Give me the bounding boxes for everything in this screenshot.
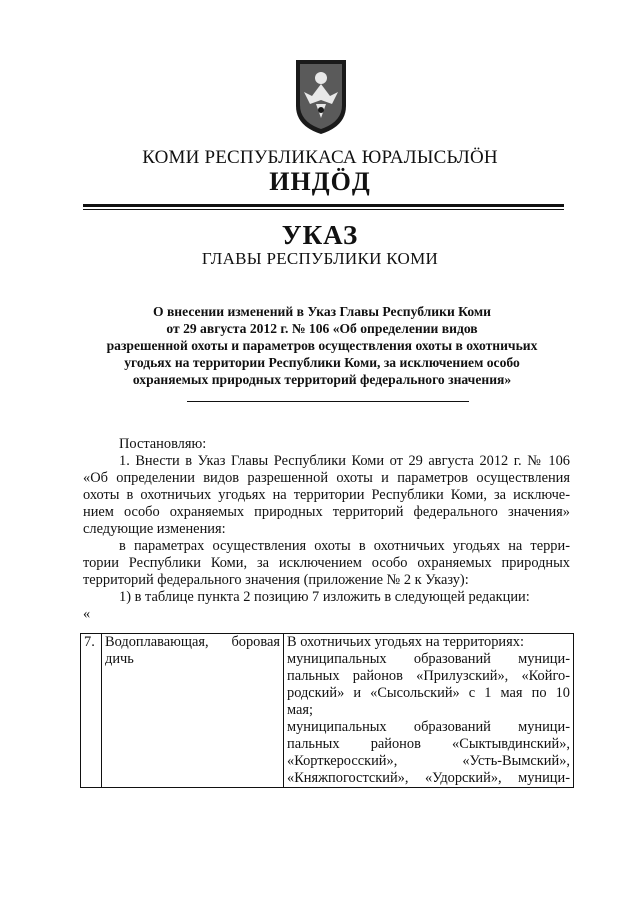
row-number: 7. — [84, 634, 95, 650]
terms-line: муниципальных образований муници- — [287, 651, 570, 667]
paragraph-1-line: нием особо охраняемых природных территорий федерального значения» — [83, 504, 570, 520]
decree-word: Постановляю: — [119, 436, 207, 452]
terms-line: В охотничьих угодьях на территориях: — [287, 634, 524, 650]
document-type-komi: ИНДÖД — [269, 167, 371, 196]
game-type-word: боровая — [231, 634, 280, 650]
title-line: охраняемых природных территорий федерального значения» — [132, 372, 512, 387]
terms-line: муниципальных образований муници- — [287, 719, 570, 735]
paragraph-2-line: территорий федерального значения (приложение № 2 к Указу): — [83, 572, 469, 588]
table-row — [81, 634, 574, 788]
title-line: разрешенной охоты и параметров осуществления охоты в охотничьих — [106, 338, 538, 353]
game-type-line — [105, 634, 280, 651]
terms-line: «Княжпогостский», «Удорский», муници- — [287, 770, 570, 786]
paragraph-1-line: «Об определении видов разрешенной охоты и параметров осуществления — [83, 470, 570, 486]
komi-coat-of-arms-emblem — [292, 58, 350, 136]
terms-line: «Корткеросский», «Усть-Вымский», — [287, 753, 570, 769]
paragraph-2-line: в параметрах осуществления охоты в охотничьих угодьях на терри- — [119, 538, 570, 554]
terms-line: пальных районов «Прилузский», «Койго- — [287, 668, 570, 684]
changes-table — [80, 633, 574, 788]
game-type-cell — [102, 634, 284, 788]
paragraph-1-line: следующие изменения: — [83, 521, 226, 537]
body-text — [83, 436, 570, 623]
terms-line: мая; — [287, 702, 314, 718]
terms-line: пальных районов «Сыктывдинский», — [287, 736, 570, 752]
paragraph-3: 1) в таблице пункта 2 позицию 7 изложить в следующей редакции: — [119, 589, 530, 605]
title-underline — [187, 401, 469, 402]
title-line: от 29 августа 2012 г. № 106 «Об определении видов — [166, 321, 478, 336]
document-issuer: ГЛАВЫ РЕСПУБЛИКИ КОМИ — [201, 249, 439, 268]
republic-name-komi: КОМИ РЕСПУБЛИКАСА ЮРАЛЫСЬЛÖН — [142, 147, 498, 168]
game-type-word: Водоплавающая, — [105, 634, 209, 650]
game-type-line: дичь — [105, 651, 134, 667]
paragraph-1-line: охоты в охотничьих угодьях на территории Республики Коми, за исключе- — [83, 487, 570, 503]
header-thick-rule — [83, 204, 564, 207]
header-thin-rule — [83, 209, 564, 210]
paragraph-2-line: тории Республики Коми, за исключением особо охраняемых природных — [83, 555, 570, 571]
document-type: УКАЗ — [281, 220, 359, 250]
document-title — [72, 303, 572, 388]
hunting-terms-cell — [284, 634, 574, 788]
title-line: О внесении изменений в Указ Главы Республики Коми — [152, 304, 491, 319]
terms-line: родский» и «Сысольский» с 1 мая по 10 — [287, 685, 570, 701]
paragraph-1-line: 1. Внести в Указ Главы Республики Коми от 29 августа 2012 г. № 106 — [119, 453, 570, 469]
title-line: угодьях на территории Республики Коми, за исключением особо — [124, 355, 520, 370]
row-number-cell — [81, 634, 102, 788]
quote-open-mark: « — [83, 606, 91, 622]
